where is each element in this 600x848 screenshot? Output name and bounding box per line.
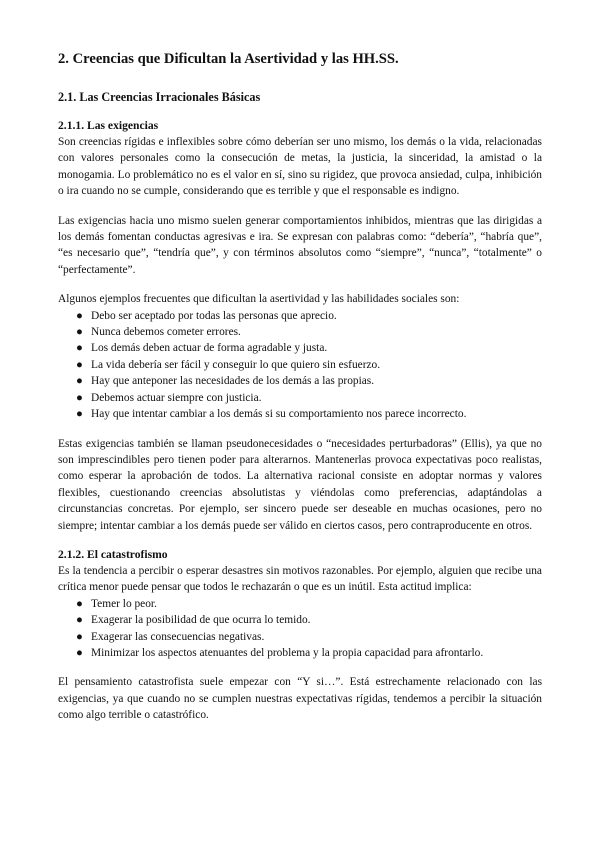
paragraph: Las exigencias hacia uno mismo suelen generar comportamientos inhibidos, mientras que las dirigidas a los demás fomentan conductas agresivas e ira. Se expresan con palabras como: “debería”, “habría que”, “es necesario que”, “tendría que”, y con términos absolutos como “siempre”, “nunca”, “totalmente” o “perfectamente”. [58, 214, 542, 276]
list-item: ● Nunca debemos cometer errores. [58, 324, 542, 340]
bullet-icon: ● [76, 358, 83, 371]
paragraph: Estas exigencias también se llaman pseudonecesidades o “necesidades perturbadoras” (Ellis), ya que no son imprescindibles pero tienen poder para alterarnos. Mantenerlas provoca expectativas poco realistas, como esperar la aprobación de todos. La alternativa racional consiste en adoptar normas y valores flexibles, cuestionando creencias absolutistas y viéndolas como preferencias, adaptándolas a circunstancias concretas. Por ejemplo, ser sincero puede ser deseable en muchas ocasiones, pero no siempre; intentar cambiar a los demás puede ser válido en ciertos casos, pero contraproducente en otros. [58, 437, 542, 532]
list-item: ● La vida debería ser fácil y conseguir lo que quiero sin esfuerzo. [58, 357, 542, 373]
list-item: ● Temer lo peor. [58, 596, 542, 612]
subsection-title: 2.1. Las Creencias Irracionales Básicas [58, 90, 261, 104]
section-title: 2. Creencias que Dificultan la Asertividad y las HH.SS. [58, 51, 399, 67]
list-item: ● Hay que intentar cambiar a los demás si su comportamiento nos parece incorrecto. [58, 406, 542, 422]
paragraph: Son creencias rígidas e inflexibles sobre cómo deberían ser uno mismo, los demás o la vida, relacionadas con valores personales como la consecución de metas, la justicia, la sinceridad, la amistad o la monogamia. Lo problemático no es el valor en sí, sino su rigidez, que provoca ansiedad, culpa, inhibición o ira cuando no se cumple, considerando que es terrible y que el responsable es indigno. [58, 136, 542, 198]
bullet-icon: ● [76, 309, 83, 322]
paragraph: Es la tendencia a percibir o esperar desastres sin motivos razonables. Por ejemplo, alguien que recibe una crítica menor puede pensar que todos le rechazarán o que es un inútil. Esta actitud implica: [58, 564, 542, 594]
list-item: ● Exagerar la posibilidad de que ocurra lo temido. [58, 612, 542, 628]
bullet-icon: ● [76, 614, 83, 627]
bullet-icon: ● [76, 597, 83, 610]
bullet-icon: ● [76, 646, 83, 659]
bullet-icon: ● [76, 391, 83, 404]
list-item: ● Minimizar los aspectos atenuantes del problema y la propia capacidad para afrontarlo. [58, 645, 542, 661]
bullet-list-exigencias [58, 308, 542, 423]
list-item: ● Debo ser aceptado por todas las personas que aprecio. [58, 308, 542, 324]
bullet-icon: ● [76, 630, 83, 643]
bullet-icon: ● [76, 326, 83, 339]
list-item: ● Hay que anteponer las necesidades de los demás a las propias. [58, 373, 542, 389]
list-item: ● Los demás deben actuar de forma agradable y justa. [58, 340, 542, 356]
paragraph: Algunos ejemplos frecuentes que dificultan la asertividad y las habilidades sociales son: [58, 293, 460, 306]
heading-exigencias: 2.1.1. Las exigencias [58, 119, 159, 132]
bullet-icon: ● [76, 408, 83, 421]
heading-catastrofismo: 2.1.2. El catastrofismo [58, 547, 168, 561]
bullet-list-catastrofismo [58, 596, 542, 662]
paragraph: El pensamiento catastrofista suele empezar con “Y si…”. Está estrechamente relacionado con las exigencias, ya que cuando no se cumplen nuestras expectativas rígidas, tendemos a percibir la situación como algo terrible o catastrófico. [58, 676, 542, 722]
list-item: ● Exagerar las consecuencias negativas. [58, 629, 542, 645]
page-content [58, 50, 542, 724]
list-item: ● Debemos actuar siempre con justicia. [58, 390, 542, 406]
bullet-icon: ● [76, 342, 83, 355]
bullet-icon: ● [76, 375, 83, 388]
